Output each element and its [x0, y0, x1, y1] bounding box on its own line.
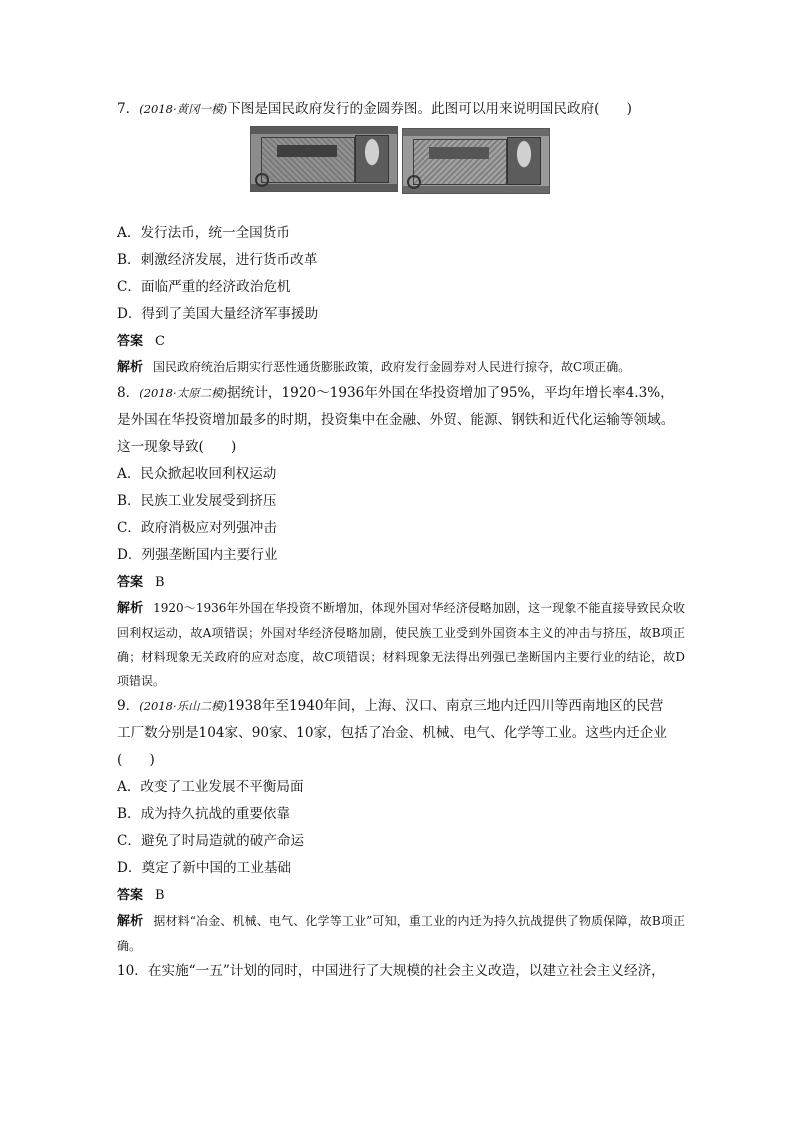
banknote-denomination	[429, 147, 489, 159]
answer-value: B	[155, 575, 165, 590]
banknote-panel	[413, 139, 507, 185]
answer-value: C	[155, 334, 165, 349]
question-7-stem	[117, 96, 685, 123]
answer-line	[117, 569, 685, 596]
explanation-label: 解析	[117, 360, 144, 375]
question-8-stem	[117, 380, 685, 407]
question-9-stem	[117, 693, 685, 720]
explanation	[117, 909, 685, 958]
answer-line	[117, 328, 685, 355]
option-a: A．民众掀起收回利权运动	[117, 466, 277, 482]
option-c: C．避免了时局造就的破产命运	[117, 833, 305, 849]
question-text-line: ( )	[117, 752, 155, 768]
banknote-border-top	[403, 129, 549, 136]
question-text: 在实施“一五”计划的同时，中国进行了大规模的社会主义改造，以建立社会主义经济，	[147, 963, 665, 979]
question-text: 下图是国民政府发行的金圆券图。此图可以用来说明国民政府( )	[227, 101, 632, 117]
answer-line	[117, 882, 685, 909]
banknote-border-top	[251, 127, 397, 134]
question-text: 1938年至1940年间，上海、汉口、南京三地内迁四川等西南地区的民营	[227, 698, 664, 714]
question-text-line: 是外国在华投资增加最多的时期，投资集中在金融、外贸、能源、钢铁和近代化运输等领域。	[117, 412, 675, 428]
banknote-seal	[407, 175, 421, 189]
explanation-label: 解析	[117, 914, 144, 929]
document-page	[117, 96, 685, 985]
question-source: (2018·太原二模)	[139, 386, 228, 400]
option-a: A．改变了工业发展不平衡局面	[117, 779, 304, 795]
question-number: 7．	[117, 101, 140, 117]
answer-label: 答案	[117, 888, 144, 903]
banknote-seal	[255, 173, 269, 187]
option-b: B．成为持久抗战的重要依靠	[117, 806, 291, 822]
banknote-border-bottom	[403, 186, 549, 193]
question-10-stem	[117, 958, 685, 985]
question-source: (2018·乐山二模)	[139, 699, 228, 713]
question-text-line: 这一现象导致( )	[117, 439, 237, 455]
explanation-text: 据材料“冶金、机械、电气、化学等工业”可知，重工业的内迁为持久抗战提供了物质保障，故B项正确。	[117, 914, 685, 953]
option-b: B．民族工业发展受到挤压	[117, 493, 277, 509]
answer-label: 答案	[117, 334, 144, 349]
option-b: B．刺激经济发展，进行货币改革	[117, 252, 318, 268]
option-c: C．政府消极应对列强冲击	[117, 520, 277, 536]
explanation	[117, 596, 685, 693]
banknote-image-1	[250, 126, 398, 192]
banknote-portrait	[507, 137, 541, 185]
explanation-text: 1920～1936年外国在华投资不断增加，体现外国对华经济侵略加剧，这一现象不能直接导致民众收回利权运动，故A项错误；外国对华经济侵略加剧，使民族工业受到外国资本主义的冲击与挤压，故B项正确；材料现象无关政府的应对态度，故C项错误；材料现象无法得出列强已垄断国内主要行业的结论，故D项错误。	[117, 601, 685, 688]
banknote-image-2	[402, 128, 550, 194]
banknote-figure	[117, 126, 685, 214]
banknote-border-bottom	[251, 184, 397, 191]
question-number: 9．	[117, 698, 140, 714]
question-source: (2018·黄冈一模)	[139, 102, 228, 116]
option-d: D．列强垄断国内主要行业	[117, 547, 278, 563]
question-number: 8．	[117, 385, 140, 401]
answer-value: B	[155, 888, 165, 903]
explanation	[117, 355, 685, 380]
option-d: D．奠定了新中国的工业基础	[117, 860, 292, 876]
banknote-denomination	[277, 145, 337, 157]
question-text: 据统计，1920～1936年外国在华投资增加了95%，平均年增长率4.3%，	[227, 385, 674, 401]
answer-label: 答案	[117, 575, 144, 590]
option-a: A．发行法币，统一全国货币	[117, 225, 290, 241]
question-text-line: 工厂数分别是104家、90家、10家，包括了冶金、机械、电气、化学等工业。这些内迁企业	[117, 725, 667, 741]
option-c: C．面临严重的经济政治危机	[117, 279, 291, 295]
explanation-text: 国民政府统治后期实行恶性通货膨胀政策，政府发行金圆券对人民进行掠夺，故C项正确。	[153, 360, 631, 374]
explanation-label: 解析	[117, 601, 144, 616]
banknote-portrait	[355, 135, 389, 183]
option-d: D．得到了美国大量经济军事援助	[117, 306, 319, 322]
banknote-panel	[261, 137, 355, 183]
question-number: 10．	[117, 963, 148, 979]
